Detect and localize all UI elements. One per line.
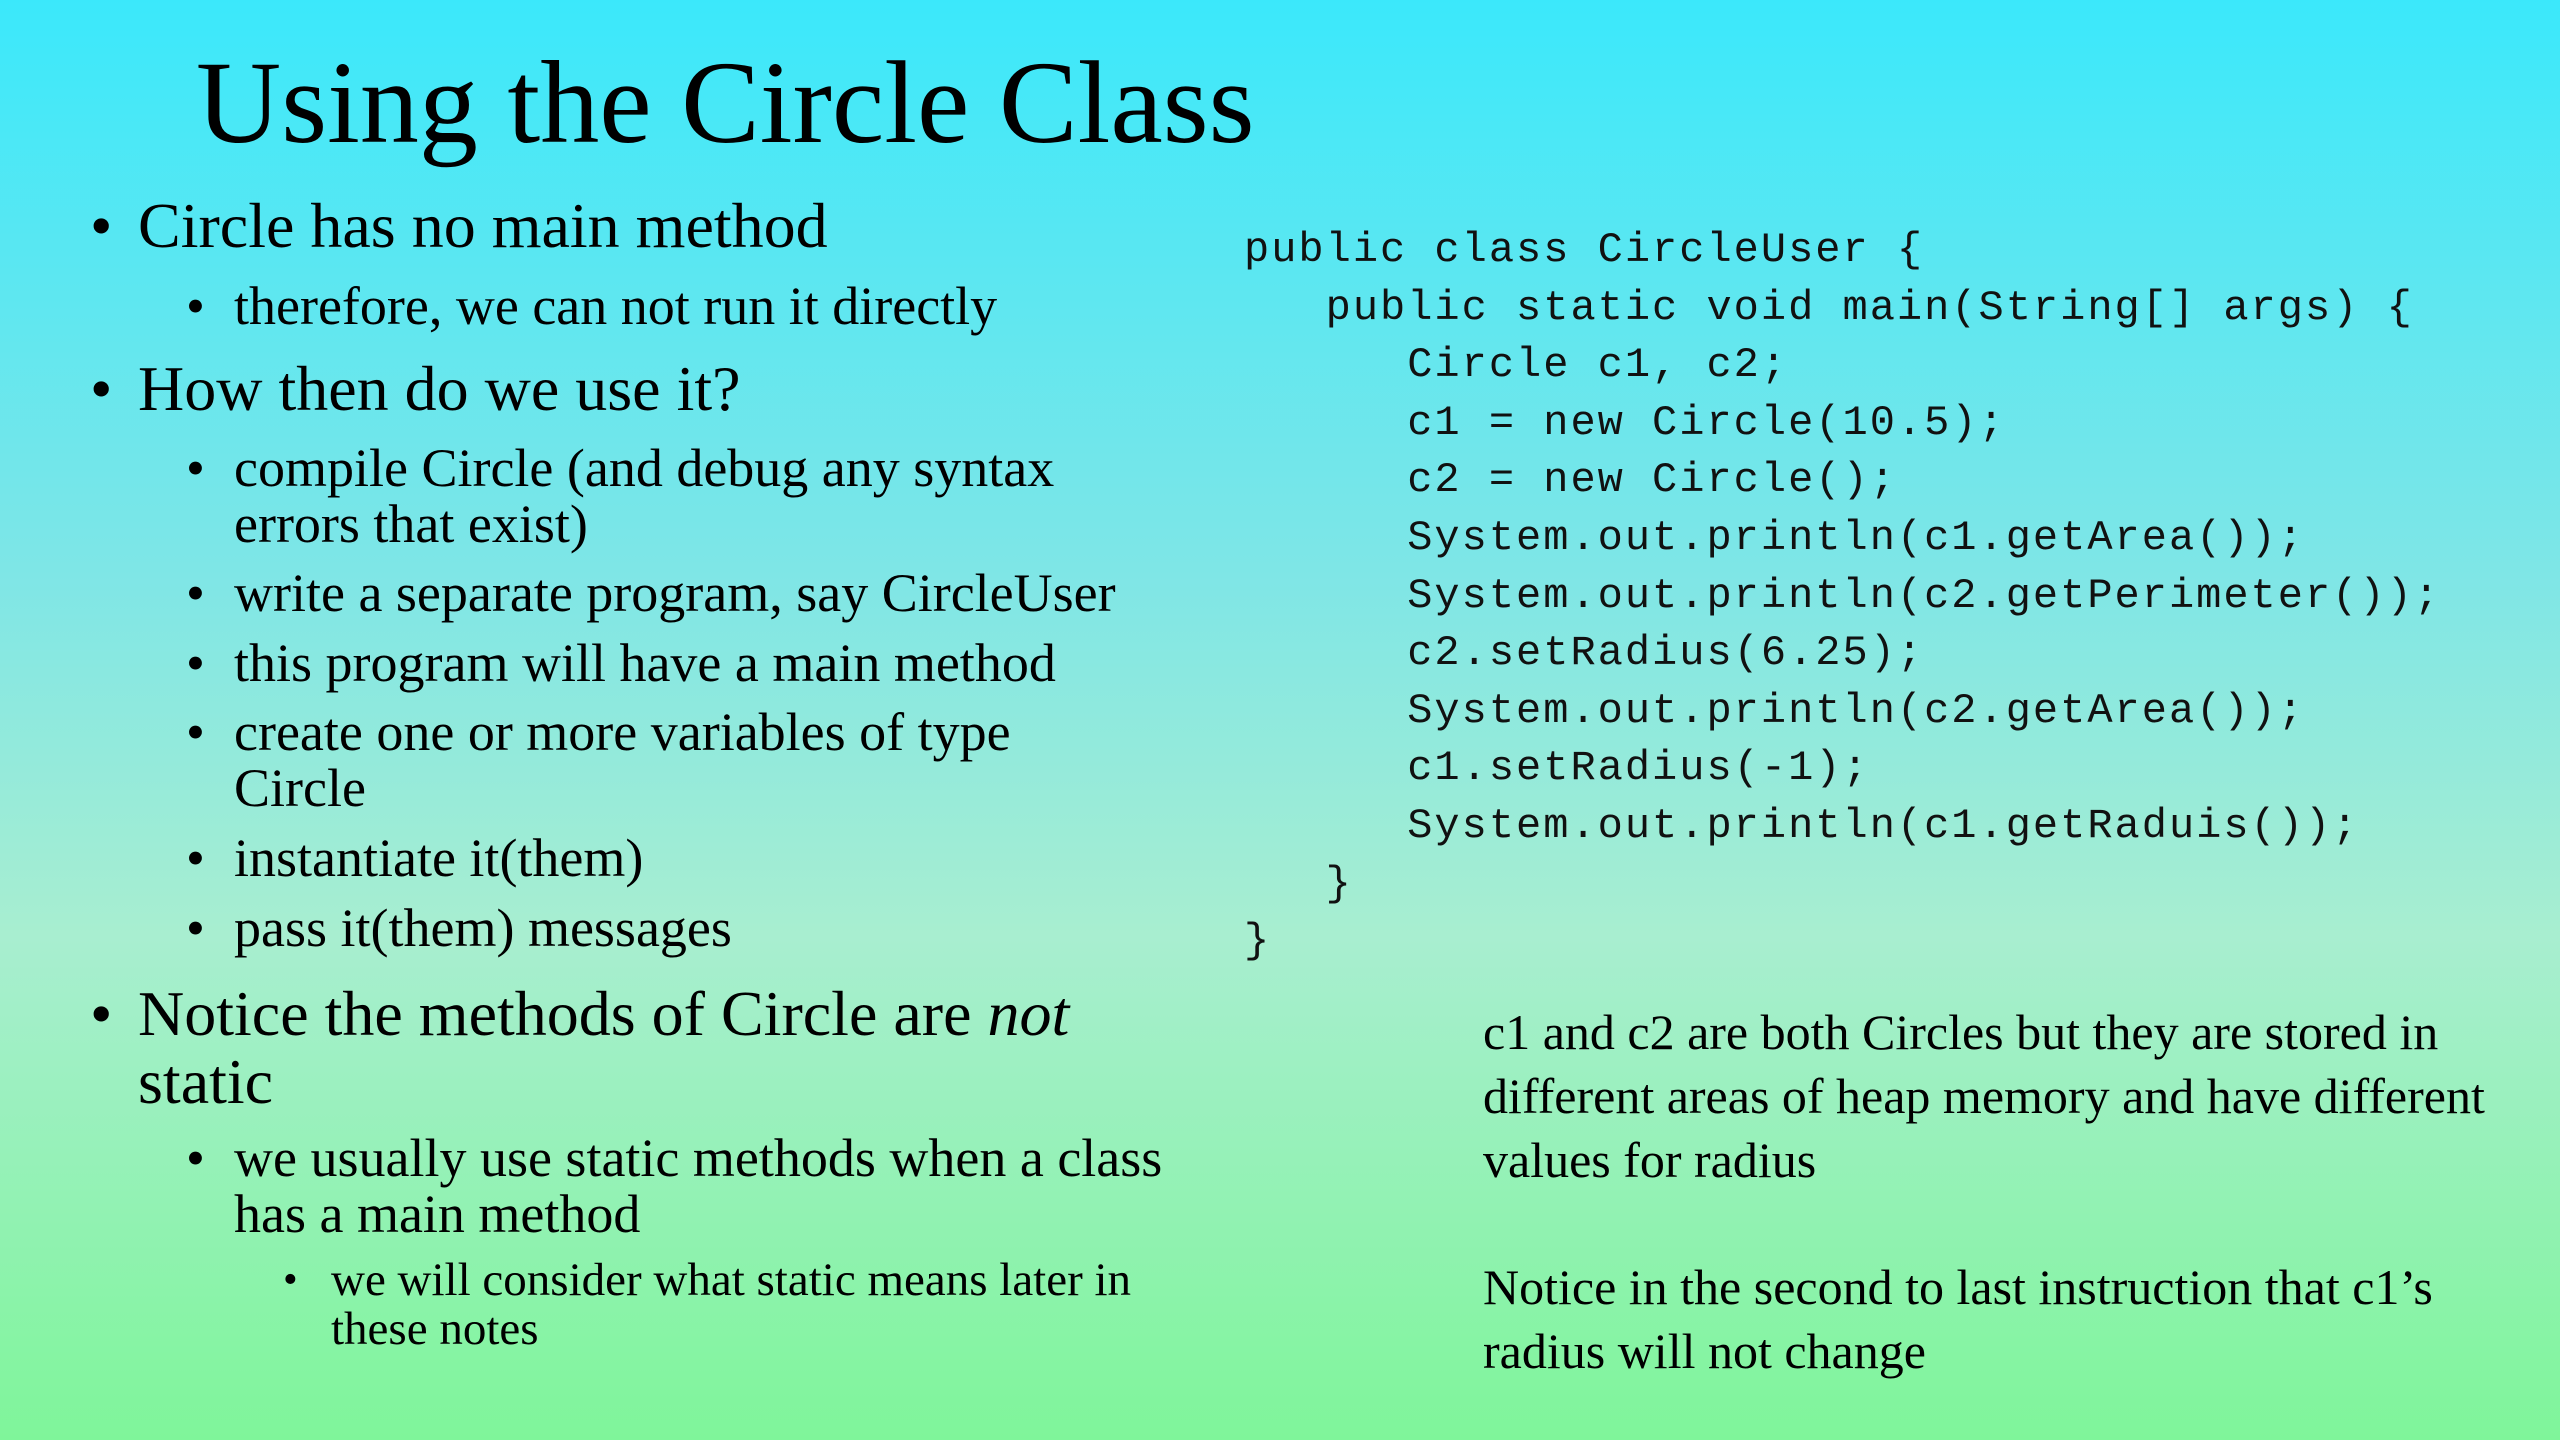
sub-bullet-item [186, 702, 1134, 818]
bullet-text: pass it(them) messages [234, 898, 732, 958]
bullet-text-emphasis: not [987, 978, 1070, 1049]
code-line: c1.setRadius(-1); [1244, 744, 1870, 793]
code-line: System.out.println(c1.getArea()); [1244, 513, 2305, 562]
bullet-text-part: Notice the methods of Circle are [138, 978, 988, 1049]
bullet-list [0, 0, 1230, 1440]
sub-bullet-item [186, 1128, 1194, 1244]
sub-bullet-item [186, 898, 1214, 958]
code-line: public static void main(String[] args) { [1244, 283, 2414, 332]
code-line: c2 = new Circle(); [1244, 456, 1897, 505]
sub-bullet-item [186, 438, 1164, 554]
bullet-text: this program will have a main method [234, 633, 1056, 693]
code-block [1244, 222, 2441, 971]
code-line: Circle c1, c2; [1244, 341, 1789, 390]
sub-bullet-item [186, 828, 1214, 888]
bullet-text: therefore, we can not run it directly [234, 276, 998, 336]
bullet-dot: • [90, 978, 113, 1049]
code-line: c2.setRadius(6.25); [1244, 629, 1925, 678]
sub-bullet-item [186, 563, 1214, 623]
bullet-text: compile Circle (and debug any syntax errors that exist) [234, 438, 1055, 554]
bullet-dot: • [186, 438, 205, 498]
bullet-text-part: static [138, 1046, 274, 1117]
sub-sub-bullet-item [283, 1254, 1211, 1355]
bullet-dot: • [186, 702, 205, 762]
bullet-dot: • [90, 353, 113, 424]
bullet-dot: • [186, 276, 205, 336]
bullet-text: we will consider what static means later in these notes [331, 1254, 1132, 1355]
bullet-dot: • [186, 563, 205, 623]
explanation-note: Notice in the second to last instruction that c1’s radius will not change [1483, 1259, 2433, 1379]
bullet-dot: • [186, 1128, 205, 1188]
code-line: System.out.println(c1.getRaduis()); [1244, 801, 2360, 850]
code-line: } [1244, 917, 1272, 966]
bullet-text: instantiate it(them) [234, 828, 644, 888]
code-line: } [1244, 859, 1353, 908]
code-line: System.out.println(c2.getPerimeter()); [1244, 571, 2441, 620]
code-line: System.out.println(c2.getArea()); [1244, 686, 2305, 735]
sub-bullet-item [186, 633, 1214, 693]
bullet-dot: • [90, 190, 113, 261]
bullet-text: Circle has no main method [138, 190, 828, 261]
explanation-note: c1 and c2 are both Circles but they are stored in different areas of heap memory and have different values for radius [1483, 1004, 2485, 1188]
bullet-text: How then do we use it? [138, 353, 741, 424]
bullet-item [90, 353, 1198, 424]
sub-bullet-item [186, 276, 1214, 336]
bullet-text: create one or more variables of type Circle [234, 702, 1011, 818]
bullet-dot: • [283, 1257, 298, 1303]
bullet-text: write a separate program, say CircleUser [234, 563, 1116, 623]
bullet-item [90, 978, 1138, 1117]
slide-title: Using the Circle Class [196, 37, 1255, 168]
bullet-dot: • [186, 828, 205, 888]
bullet-dot: • [186, 633, 205, 693]
bullet-dot: • [186, 898, 205, 958]
bullet-text: we usually use static methods when a class has a main method [234, 1128, 1163, 1244]
code-line: public class CircleUser { [1244, 226, 1925, 274]
bullet-item [90, 190, 1198, 261]
code-line: c1 = new Circle(10.5); [1244, 398, 2006, 447]
